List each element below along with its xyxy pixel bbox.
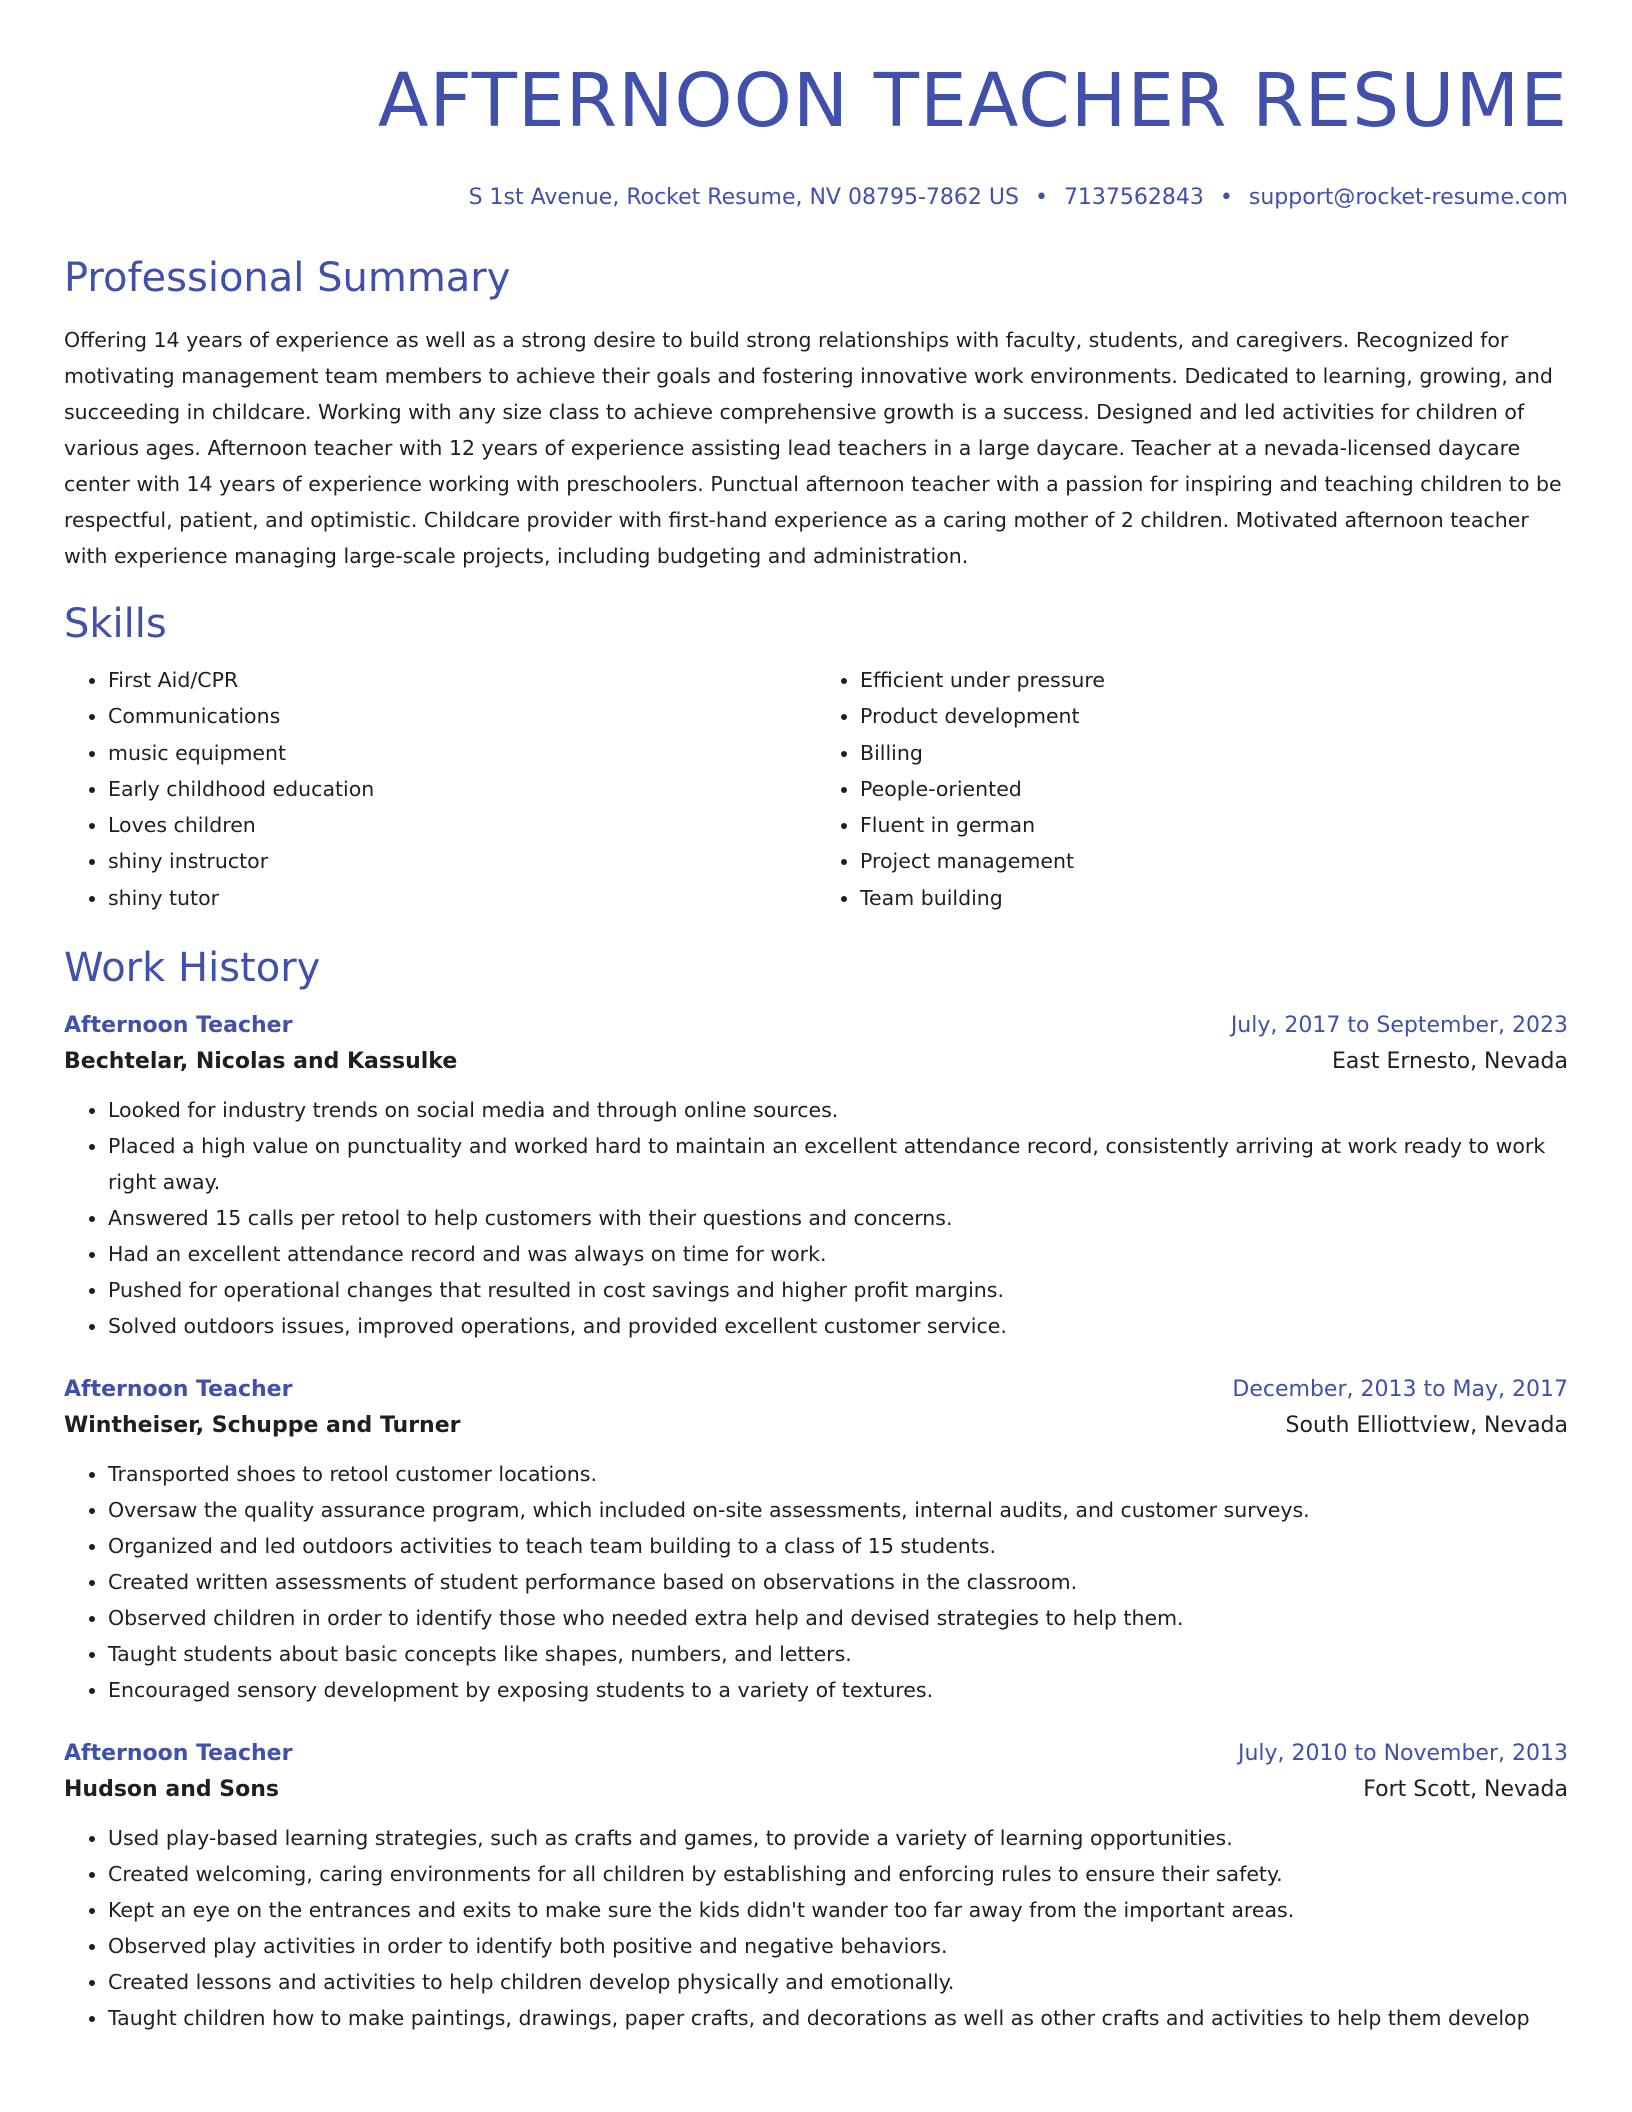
contact-address: S 1st Avenue, Rocket Resume, NV 08795-7862 US [468,185,1019,210]
skill-item: • shiny instructor [108,843,816,879]
job-bullet: • Organized and led outdoors activities to teach team building to a class of 15 students. [108,1528,1568,1564]
job-location: Fort Scott, Nevada [1363,1777,1568,1803]
skill-item: • Efficient under pressure [860,662,1568,698]
job-bullet: • Encouraged sensory development by exposing students to a variety of textures. [108,1672,1568,1708]
job-bullet: • Taught children how to make paintings, drawings, paper crafts, and decorations as well as other crafts and activities to help them develop [108,2000,1568,2036]
job-bullet: • Created lessons and activities to help children develop physically and emotionally. [108,1964,1568,2000]
job-bullets [64,1456,1568,1708]
contact-line [64,184,1568,212]
resume-page [64,0,1568,2036]
skill-item: • Loves children [108,807,816,843]
contact-separator: • [1219,185,1233,210]
job-header [64,1374,1568,1406]
job-bullet: • Created welcoming, caring environments for all children by establishing and enforcing rules to ensure their safety. [108,1856,1568,1892]
job-bullet: • Looked for industry trends on social media and through online sources. [108,1092,1568,1128]
job-bullet: • Transported shoes to retool customer locations. [108,1456,1568,1492]
job-bullet: • Solved outdoors issues, improved operations, and provided excellent customer service. [108,1308,1568,1344]
job-title: Afternoon Teacher [64,1377,293,1403]
job-bullet: • Created written assessments of student performance based on observations in the classroom. [108,1564,1568,1600]
job-header [64,1010,1568,1042]
job-bullet: • Kept an eye on the entrances and exits to make sure the kids didn't wander too far away from the important areas. [108,1892,1568,1928]
job-bullets [64,1820,1568,2036]
skill-item: • Communications [108,698,816,734]
job-bullet: • Answered 15 calls per retool to help customers with their questions and concerns. [108,1200,1568,1236]
summary-heading: Professional Summary [64,255,511,301]
skill-item: • music equipment [108,735,816,771]
job-dates: July, 2010 to November, 2013 [1237,1741,1568,1767]
job-dates: July, 2017 to September, 2023 [1230,1013,1568,1039]
skills-column-right [816,662,1568,916]
job-bullet: • Observed children in order to identify those who needed extra help and devised strategies to help them. [108,1600,1568,1636]
contact-email[interactable]: support@rocket-resume.com [1248,185,1568,210]
skills-list [64,662,1568,916]
work-history-heading: Work History [64,945,321,992]
job-bullet: • Observed play activities in order to identify both positive and negative behaviors. [108,1928,1568,1964]
job-bullet: • Taught students about basic concepts like shapes, numbers, and letters. [108,1636,1568,1672]
job-bullet: • Placed a high value on punctuality and worked hard to maintain an excellent attendance record, consistently arriving at work ready to work right away. [108,1128,1568,1200]
job-entry [64,1010,1568,1344]
job-bullet: • Used play-based learning strategies, such as crafts and games, to provide a variety of learning opportunities. [108,1820,1568,1856]
job-company: Bechtelar, Nicolas and Kassulke [64,1049,458,1075]
skill-item: • Fluent in german [860,807,1568,843]
skills-heading: Skills [64,601,167,647]
contact-separator: • [1034,185,1048,210]
job-entry [64,1738,1568,2036]
job-subheader [64,1042,1568,1082]
skill-item: • Project management [860,843,1568,879]
contact-phone: 7137562843 [1063,185,1204,210]
skill-item: • People-oriented [860,771,1568,807]
job-bullet: • Had an excellent attendance record and was always on time for work. [108,1236,1568,1272]
resume-title: AFTERNOON TEACHER RESUME [377,58,1568,144]
job-title: Afternoon Teacher [64,1013,293,1039]
job-dates: December, 2013 to May, 2017 [1232,1377,1568,1403]
skill-item: • shiny tutor [108,880,816,916]
job-bullet: • Pushed for operational changes that resulted in cost savings and higher profit margins. [108,1272,1568,1308]
skill-item: • Product development [860,698,1568,734]
job-entry [64,1374,1568,1708]
job-subheader [64,1406,1568,1446]
skill-item: • Early childhood education [108,771,816,807]
job-subheader [64,1770,1568,1810]
job-bullets [64,1092,1568,1344]
job-bullet: • Oversaw the quality assurance program, which included on-site assessments, internal audits, and customer surveys. [108,1492,1568,1528]
summary-text: Offering 14 years of experience as well as a strong desire to build strong relationships with faculty, students, and caregivers. Recognized for motivating management team members to achieve their goals and fostering innovative work environments. Dedicated to learning, growing, and succeeding in childcare. Working with any size class to achieve comprehensive growth is a success. Designed and led activities for children of various ages. Afternoon teacher with 12 years of experience assisting lead teachers in a large daycare. Teacher at a nevada-licensed daycare center with 14 years of experience working with preschoolers. Punctual afternoon teacher with a passion for inspiring and teaching children to be respectful, patient, and optimistic. Childcare provider with first-hand experience as a caring mother of 2 children. Motivated afternoon teacher with experience managing large-scale projects, including budgeting and administration. [64,328,1562,568]
job-location: East Ernesto, Nevada [1332,1049,1568,1075]
job-title: Afternoon Teacher [64,1741,293,1767]
skills-column-left [64,662,816,916]
job-location: South Elliottview, Nevada [1285,1413,1568,1439]
job-header [64,1738,1568,1770]
job-company: Hudson and Sons [64,1777,279,1803]
job-company: Wintheiser, Schuppe and Turner [64,1413,461,1439]
skill-item: • Team building [860,880,1568,916]
skill-item: • First Aid/CPR [108,662,816,698]
skill-item: • Billing [860,735,1568,771]
